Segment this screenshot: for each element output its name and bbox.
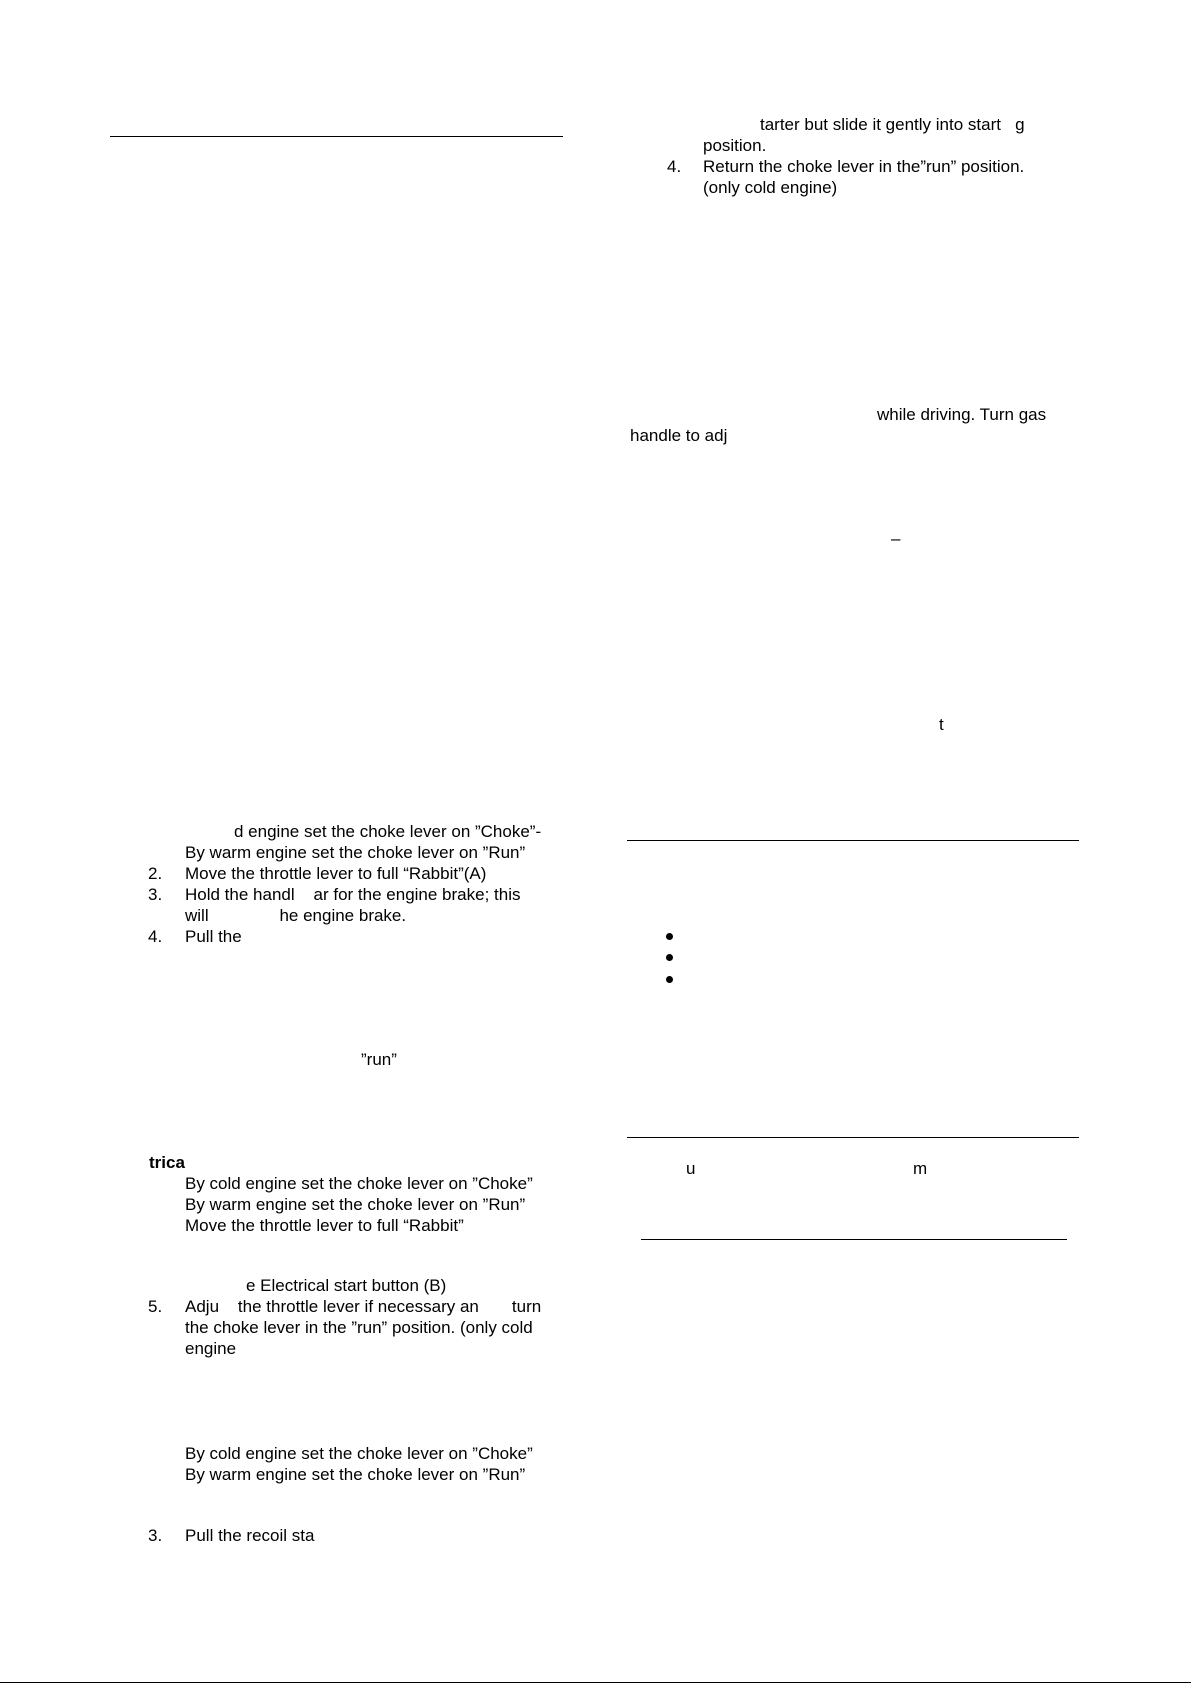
pull-instruction: Pull the [185, 927, 242, 946]
list-number: 5. [148, 1297, 163, 1316]
right-bottom-divider [641, 1239, 1067, 1240]
left-top-divider [110, 136, 563, 137]
choke-instruction-fragment: d engine set the choke lever on ”Choke”- [234, 822, 542, 841]
adjust-throttle-instruction-cont: the choke lever in the ”run” position. (only cold [185, 1318, 533, 1337]
driving-instruction-fragment: while driving. Turn gas [877, 405, 1047, 424]
only-cold-engine-note: (only cold engine) [703, 178, 838, 197]
electrical-start-instruction: e Electrical start button (B) [246, 1276, 447, 1295]
engine-brake-instruction: Hold the handl ar for the engine brake; this [185, 885, 521, 904]
list-number: 3. [148, 1526, 163, 1545]
starter-instruction-fragment: tarter but slide it gently into start g [760, 115, 1025, 134]
warm-engine-run-instruction: By warm engine set the choke lever on ”Run” [185, 843, 526, 862]
right-section-divider [627, 840, 1079, 841]
list-number: 4. [667, 157, 682, 176]
position-text: position. [703, 136, 767, 155]
list-number: 3. [148, 885, 163, 904]
section-heading-fragment: trica [149, 1153, 185, 1172]
bullet-point [666, 954, 673, 961]
recoil-starter-instruction: Pull the recoil sta [185, 1526, 315, 1545]
run-fragment: ”run” [361, 1050, 397, 1069]
adjust-throttle-instruction: Adju the throttle lever if necessary an turn [185, 1297, 542, 1316]
list-number: 2. [148, 864, 163, 883]
dash-fragment: – [891, 529, 901, 548]
cold-engine-choke-instruction: By cold engine set the choke lever on ”Choke” [185, 1444, 533, 1463]
warm-engine-run-instruction: By warm engine set the choke lever on ”Run” [185, 1465, 526, 1484]
throttle-rabbit-instruction: Move the throttle lever to full “Rabbit” [185, 1216, 464, 1235]
letter-fragment: t [939, 715, 944, 734]
return-choke-instruction: Return the choke lever in the”run” position. [703, 157, 1025, 176]
letter-fragment: u [686, 1159, 696, 1178]
engine-brake-instruction-cont: will he engine brake. [185, 906, 407, 925]
page-bottom-edge [0, 1682, 1191, 1683]
cold-engine-choke-instruction: By cold engine set the choke lever on ”Choke” [185, 1174, 533, 1193]
bullet-point [666, 976, 673, 983]
list-number: 4. [148, 927, 163, 946]
handle-adjust-fragment: handle to adj [630, 426, 728, 445]
bullet-point [666, 933, 673, 940]
letter-fragment: m [913, 1159, 928, 1178]
warm-engine-run-instruction: By warm engine set the choke lever on ”Run” [185, 1195, 526, 1214]
adjust-throttle-instruction-end: engine [185, 1339, 237, 1358]
right-section-divider [627, 1137, 1079, 1138]
throttle-rabbit-instruction: Move the throttle lever to full “Rabbit”(A) [185, 864, 487, 883]
